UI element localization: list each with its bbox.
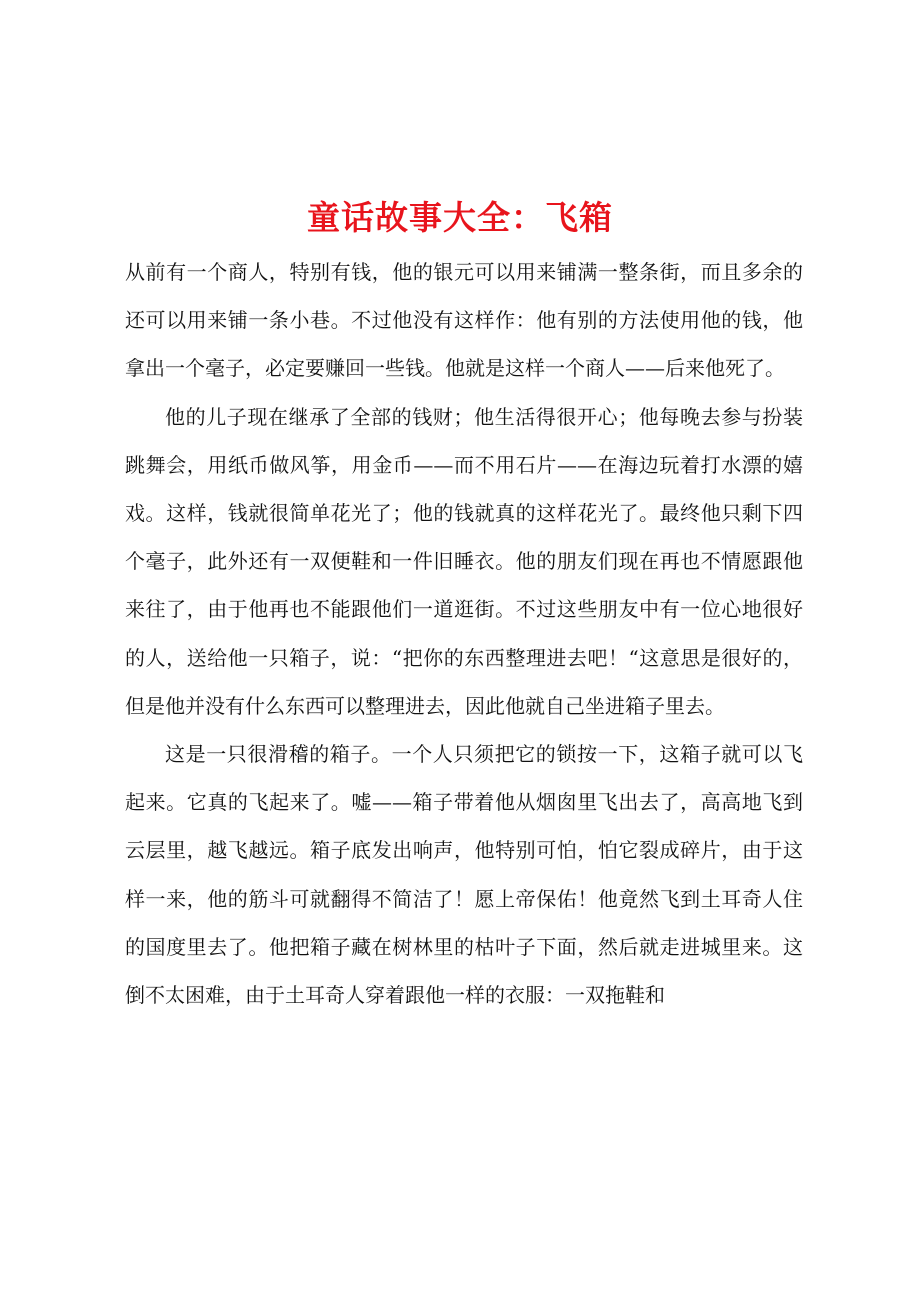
paragraph-3: 这是一只很滑稽的箱子。一个人只须把它的锁按一下，这箱子就可以飞起来。它真的飞起来了。嘘——箱子带着他从烟囱里飞出去了，高高地飞到云层里，越飞越远。箱子底发出响声，他特别可怕，怕它裂成碎片，由于这样一来，他的筋斗可就翻得不简洁了！愿上帝保佑！他竟然飞到土耳奇人住的国度里去了。他把箱子藏在树林里的枯叶子下面，然后就走进城里来。这倒不太困难，由于土耳奇人穿着跟他一样的衣服：一双拖鞋和 xyxy=(125,742,803,1008)
page-title: 童话故事大全：飞箱 xyxy=(307,198,613,237)
story-body xyxy=(125,248,803,1019)
paragraph-1: 从前有一个商人，特别有钱，他的银元可以用来铺满一整条街，而且多余的还可以用来铺一条小巷。不过他没有这样作：他有别的方法使用他的钱，他拿出一个毫子，必定要赚回一些钱。他就是这样一个商人——后来他死了。 xyxy=(125,260,803,381)
paragraph-2: 他的儿子现在继承了全部的钱财；他生活得很开心；他每晚去参与扮装跳舞会，用纸币做风筝，用金币——而不用石片——在海边玩着打水漂的嬉戏。这样，钱就很简单花光了；他的钱就真的这样花光了。最终他只剩下四个毫子，此外还有一双便鞋和一件旧睡衣。他的朋友们现在再也不情愿跟他来往了，由于他再也不能跟他们一道逛街。不过这些朋友中有一位心地很好的人，送给他一只箱子，说：“把你的东西整理进去吧！“这意思是很好的，但是他并没有什么东西可以整理进去，因此他就自己坐进箱子里去。 xyxy=(125,404,803,718)
